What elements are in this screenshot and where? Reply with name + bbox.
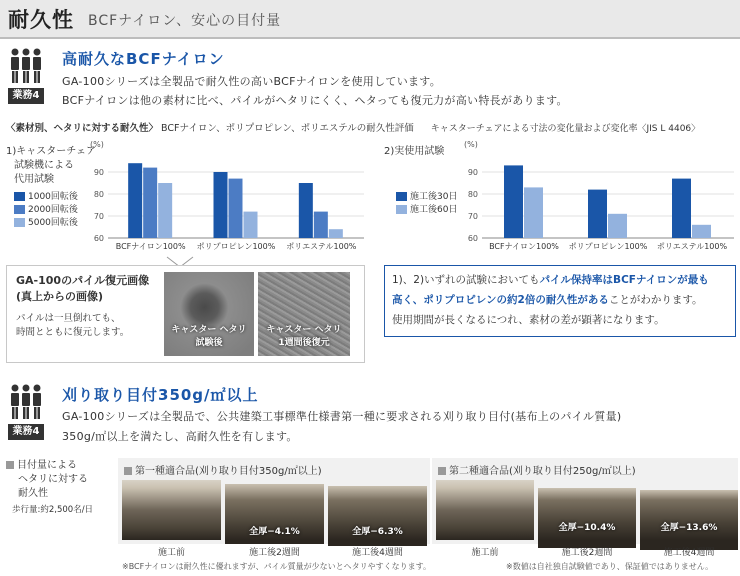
- result-line-3: 使用期間が長くなるにつれ、素材の差が顕著になります。: [392, 314, 665, 326]
- bullet-square: [6, 461, 14, 469]
- legend-swatch: [14, 218, 25, 227]
- photo-caption-1: キャスター ヘタリ: [266, 325, 342, 335]
- x-tick-label: ポリエステル100%: [286, 242, 357, 251]
- legend-item: [14, 218, 78, 231]
- label-text: 目付量による: [17, 460, 77, 471]
- legend-label: 施工後30日: [410, 192, 458, 202]
- y-tick-label: 60: [467, 234, 478, 243]
- bullet-square: [124, 467, 132, 475]
- y-unit-label: (%): [464, 140, 478, 149]
- bar: [672, 179, 691, 238]
- pile-photo: [640, 490, 738, 550]
- steps-per-day: 歩行量:約2,500名/日: [12, 505, 94, 515]
- evaluation-caption: [6, 120, 700, 134]
- y-tick-label: 90: [93, 168, 104, 177]
- header-divider: [0, 37, 740, 39]
- legend-label: 1000回転後: [28, 192, 78, 202]
- legend-label: 施工後60日: [410, 205, 458, 215]
- legend-swatch: [14, 205, 25, 214]
- recovery-photo-after-test: [164, 272, 254, 356]
- recovery-title-2: (真上からの画像): [16, 290, 104, 303]
- chart2-label: 2)実使用試験: [384, 146, 445, 157]
- bar: [692, 225, 711, 238]
- pile-caption: 施工前: [157, 548, 185, 558]
- recovery-photo-one-week: [258, 272, 350, 356]
- photo-caption-2: 1週間後復元: [278, 338, 330, 348]
- y-tick-label: 70: [93, 212, 104, 221]
- thickness-change: 全厚−6.3%: [352, 527, 403, 537]
- bar: [143, 168, 157, 238]
- y-tick-label: 70: [467, 212, 478, 221]
- result-highlight: パイル保持率はBCFナイロンが最も: [539, 274, 709, 286]
- thickness-change: 全厚−4.1%: [249, 527, 300, 537]
- chart1-label-3: 代用試験: [14, 174, 54, 185]
- thickness-change: 全厚−10.4%: [558, 523, 616, 533]
- result-line-2: [392, 292, 703, 307]
- pile-photo: [225, 484, 324, 544]
- chart1-legend: [14, 192, 78, 231]
- legend-swatch: [14, 192, 25, 201]
- recovery-title-1: GA-100のパイル復元画像: [16, 274, 150, 287]
- page-title: 耐久性: [8, 8, 74, 32]
- y-tick-label: 60: [93, 234, 104, 243]
- section2-line-1: GA-100シリーズは全製品で、公共建築工事標準仕様書第一種に要求される刈り取り目付(基布上のパイル質量): [62, 410, 622, 423]
- group2-title: [438, 462, 636, 477]
- pile-test-label-1: [6, 456, 77, 471]
- footnote-2: ※数値は自社独自試験値であり、保証値ではありません。: [506, 562, 714, 571]
- result-highlight: 高く、ポリプロピレンの約2倍の耐久性がある: [392, 294, 609, 306]
- evaluation-note: キャスターチェアによる寸法の変化量および変化率〈JIS L 4406〉: [430, 124, 701, 134]
- legend-label: 5000回転後: [28, 218, 78, 228]
- chart1-label-2: 試験機による: [14, 160, 74, 171]
- recovery-desc-2: 時間とともに復元します。: [16, 327, 130, 338]
- chart1-label-1: 1)キャスターチェア: [6, 146, 96, 157]
- bar: [299, 183, 313, 238]
- chart2-bar-chart: [460, 138, 738, 256]
- pile-caption: 施工後4週間: [352, 548, 403, 558]
- bar: [329, 229, 343, 238]
- work-badge: [8, 46, 44, 104]
- evaluation-title: 〈素材別、ヘタリに対する耐久性〉: [6, 123, 159, 134]
- section1-title: 高耐久なBCFナイロン: [62, 50, 225, 68]
- x-tick-label: BCFナイロン100%: [489, 242, 559, 251]
- pile-photo: [122, 480, 221, 540]
- group1-title: [124, 462, 322, 477]
- photo-caption-1: キャスター ヘタリ: [171, 325, 247, 335]
- legend-item: [396, 205, 457, 218]
- badge-label: 業務4: [8, 424, 44, 440]
- evaluation-text: BCFナイロン、ポリプロピレン、ポリエステルの耐久性評価: [161, 123, 414, 134]
- pile-caption: 施工前: [471, 548, 499, 558]
- bar: [244, 212, 258, 238]
- result-text: ことがわかります。: [608, 294, 703, 306]
- x-tick-label: ポリプロピレン100%: [196, 242, 276, 251]
- pile-caption: 施工後2週間: [249, 548, 300, 558]
- bullet-square: [438, 467, 446, 475]
- legend-item: [14, 205, 78, 218]
- x-tick-label: ポリエステル100%: [656, 242, 728, 251]
- badge-label: 業務4: [8, 88, 44, 104]
- legend-item: [14, 192, 78, 205]
- bar: [608, 214, 627, 238]
- y-unit-label: (%): [90, 140, 104, 149]
- footnote-1: ※BCFナイロンは耐久性に優れますが、パイル質量が少ないとヘタリやすくなります。: [122, 562, 432, 571]
- pile-photo: [436, 480, 534, 540]
- group-title-text: 第一種適合品(刈り取り目付350g/㎡以上): [135, 466, 322, 477]
- bar: [158, 183, 172, 238]
- group-title-text: 第二種適合品(刈り取り目付250g/㎡以上): [449, 466, 636, 477]
- workers-icon: [8, 46, 44, 88]
- y-tick-label: 80: [93, 190, 104, 199]
- section1-line-1: GA-100シリーズは全製品で耐久性の高いBCFナイロンを使用しています。: [62, 75, 442, 88]
- bar: [128, 163, 142, 238]
- section2-title: 刈り取り目付350g/㎡以上: [62, 386, 259, 404]
- bar: [229, 179, 243, 238]
- pile-test-label-3: 耐久性: [18, 488, 48, 499]
- page-subtitle: BCFナイロン、安心の目付量: [88, 13, 282, 29]
- bar: [214, 172, 228, 238]
- workers-icon: [8, 382, 44, 424]
- recovery-desc-1: パイルは一旦倒れても、: [16, 313, 121, 324]
- thickness-change: 全厚−13.6%: [660, 523, 718, 533]
- y-tick-label: 90: [467, 168, 478, 177]
- bar: [524, 187, 543, 238]
- pile-photo: [328, 486, 427, 546]
- pile-caption: 施工後4週間: [663, 548, 715, 558]
- pile-photo: [538, 488, 636, 548]
- result-line-1: [392, 272, 709, 287]
- bar: [588, 190, 607, 238]
- bar: [314, 212, 328, 238]
- pile-test-label-2: ヘタリに対する: [18, 474, 88, 485]
- y-tick-label: 80: [467, 190, 478, 199]
- result-text: 1)、2)いずれの試験においても: [392, 274, 540, 286]
- section2-line-2: 350g/㎡以上を満たし、高耐久性を有します。: [62, 430, 298, 443]
- legend-swatch: [396, 192, 407, 201]
- legend-item: [396, 192, 457, 205]
- chart1-bar-chart: [86, 138, 368, 256]
- legend-swatch: [396, 205, 407, 214]
- chart2-legend: [396, 192, 457, 218]
- pile-caption: 施工後2週間: [561, 548, 613, 558]
- legend-label: 2000回転後: [28, 205, 78, 215]
- x-tick-label: ポリプロピレン100%: [568, 242, 648, 251]
- bar: [504, 165, 523, 238]
- work-badge: [8, 382, 44, 440]
- photo-caption-2: 試験後: [195, 338, 223, 348]
- x-tick-label: BCFナイロン100%: [115, 242, 186, 251]
- section1-line-2: BCFナイロンは他の素材に比べ、パイルがヘタリにくく、ヘタっても復元力が高い特長があります。: [62, 94, 568, 107]
